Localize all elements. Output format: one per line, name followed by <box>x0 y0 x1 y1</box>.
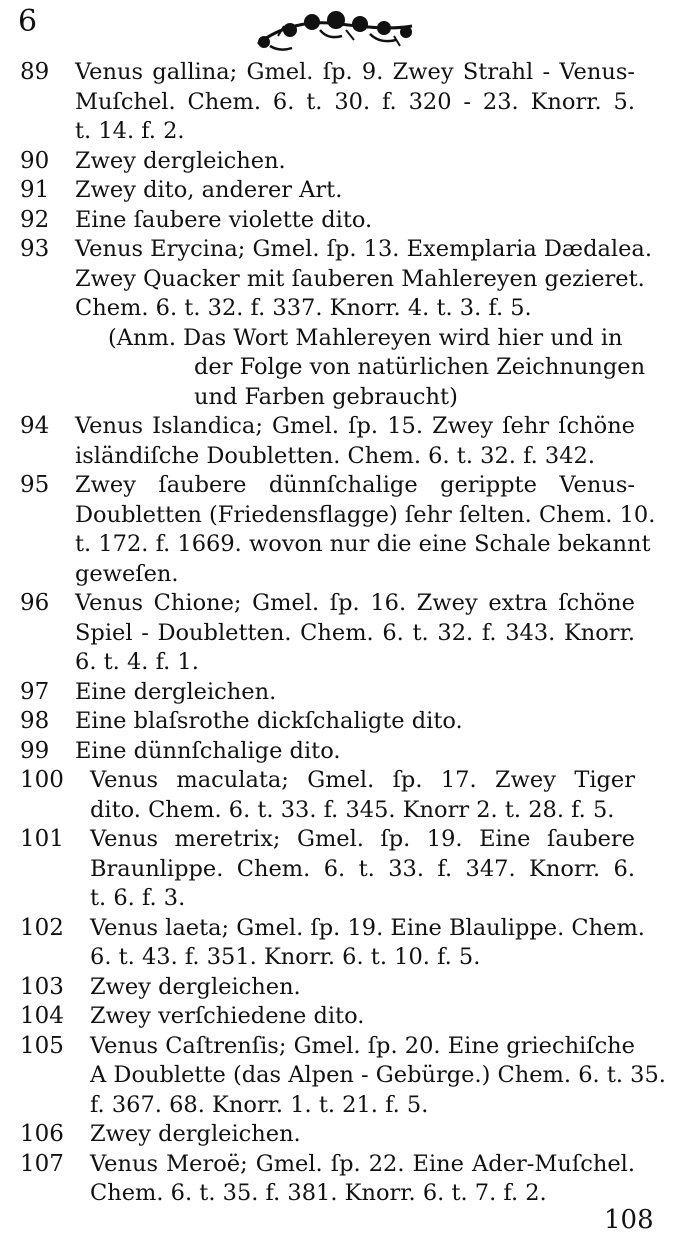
entry-line: A Doublette (das Alpen - Gebürge.) Chem. 6. t. 35. <box>90 1062 666 1088</box>
entry-line: Doubletten (Friedensflagge) ſehr ſelten. Chem. 10. <box>75 501 656 528</box>
entry-line: t. 172. f. 1669. wovon nur die eine Schale bekannt <box>75 531 651 557</box>
catalogue-entry <box>0 825 677 914</box>
entry-line: Spiel - Doubletten. Chem. 6. t. 32. f. 343. Knorr. <box>75 619 635 646</box>
entry-line: Venus Erycina; Gmel. ſp. 13. Exemplaria Dædalea. <box>75 236 652 262</box>
entry-number: 104 <box>20 1003 64 1029</box>
entry-line: dito. Chem. 6. t. 33. f. 345. Knorr 2. t. 28. f. 5. <box>90 796 615 823</box>
entry-line: Eine ſaubere violette dito. <box>75 206 373 233</box>
catalogue-entry <box>0 973 677 1003</box>
catalogue-entry <box>0 235 677 412</box>
entry-line: Venus Islandica; Gmel. ſp. 15. Zwey ſehr ſchöne <box>75 413 635 439</box>
entry-line: Eine dergleichen. <box>75 678 277 705</box>
entry-line: t. 6. f. 3. <box>90 885 186 911</box>
entry-line: Venus maculata; Gmel. ſp. 17. Zwey Tiger <box>90 767 635 793</box>
entry-line: 6. t. 4. f. 1. <box>75 649 199 675</box>
entry-line: Venus meretrix; Gmel. ſp. 19. Eine ſaubere <box>90 826 635 852</box>
catalogue-entry <box>0 766 677 825</box>
entry-line: 6. t. 43. f. 351. Knorr. 6. t. 10. f. 5. <box>90 944 481 970</box>
catalogue-entry <box>0 1150 677 1209</box>
entry-number: 107 <box>20 1150 64 1177</box>
entry-line: Venus laeta; Gmel. ſp. 19. Eine Blaulippe. Chem. <box>90 914 645 941</box>
entry-number: 90 <box>20 147 50 174</box>
entry-number: 102 <box>20 914 64 941</box>
entry-number: 96 <box>20 590 50 616</box>
catalogue-entry <box>0 412 677 471</box>
entry-line: Eine dünnſchalige dito. <box>75 737 341 764</box>
entry-number: 92 <box>20 206 50 233</box>
entry-number: 94 <box>20 413 50 439</box>
entry-line: Venus gallina; Gmel. ſp. 9. Zwey Strahl - Venus- <box>75 59 635 85</box>
entry-number: 95 <box>20 472 50 498</box>
page-number: 6 <box>18 4 38 39</box>
entry-line: Venus Meroë; Gmel. ſp. 22. Eine Ader-Muſchel. <box>90 1150 635 1177</box>
catalogue-entry <box>0 147 677 177</box>
entry-line: Zwey dergleichen. <box>90 973 301 1000</box>
entry-number: 100 <box>20 767 64 793</box>
floral-vignette-icon <box>250 6 420 54</box>
catalogue-entry <box>0 58 677 147</box>
catalogue-entry <box>0 914 677 973</box>
entry-number: 93 <box>20 236 50 262</box>
entry-line: Eine blaſsrothe dickſchaligte dito. <box>75 708 463 734</box>
entry-line: isländiſche Doubletten. Chem. 6. t. 32. f. 342. <box>75 442 596 469</box>
annotation-line: und Farben gebraucht) <box>194 383 458 410</box>
entry-number: 106 <box>20 1121 64 1147</box>
catalogue-entry <box>0 707 677 737</box>
entry-line: t. 14. f. 2. <box>75 118 185 144</box>
catalogue-entry <box>0 1002 677 1032</box>
entry-line: Zwey dergleichen. <box>75 147 286 174</box>
catalogue-entry <box>0 1120 677 1150</box>
catalogue-entry <box>0 737 677 767</box>
entry-line: Muſchel. Chem. 6. t. 30. f. 320 - 23. Knorr. 5. <box>75 88 635 115</box>
entry-number: 89 <box>20 59 50 85</box>
entry-number: 103 <box>20 973 64 1000</box>
entry-line: Zwey verſchiedene dito. <box>90 1003 365 1029</box>
annotation-line: (Anm. Das Wort Mahlereyen wird hier und in <box>108 324 623 351</box>
entry-number: 91 <box>20 177 50 203</box>
entry-line: Venus Chione; Gmel. ſp. 16. Zwey extra ſchöne <box>75 590 635 616</box>
entry-number: 97 <box>20 678 50 705</box>
entry-line: Zwey Quacker mit ſauberen Mahlereyen gezieret. <box>75 265 645 292</box>
catalogue-entry <box>0 176 677 206</box>
catalogue-entries <box>0 58 677 1209</box>
catalogue-entry <box>0 678 677 708</box>
entry-line: Zwey dito, anderer Art. <box>75 177 343 203</box>
catalogue-entry <box>0 471 677 589</box>
annotation-line: der Folge von natürlichen Zeichnungen <box>194 354 646 380</box>
entry-number: 105 <box>20 1032 64 1059</box>
entry-number: 99 <box>20 737 50 764</box>
entry-line: Chem. 6. t. 35. f. 381. Knorr. 6. t. 7. f. 2. <box>90 1180 547 1206</box>
entry-number: 101 <box>20 826 64 852</box>
entry-line: Zwey ſaubere dünnſchalige gerippte Venus- <box>75 472 635 498</box>
catalogue-entry <box>0 589 677 678</box>
catalogue-entry <box>0 1032 677 1121</box>
entry-line: geweſen. <box>75 560 179 587</box>
entry-line: f. 367. 68. Knorr. 1. t. 21. f. 5. <box>90 1091 429 1118</box>
entry-line: Venus Caſtrenſis; Gmel. ſp. 20. Eine griechiſche <box>90 1032 635 1059</box>
catchword: 108 <box>604 1205 654 1235</box>
catalogue-entry <box>0 206 677 236</box>
entry-line: Chem. 6. t. 32. f. 337. Knorr. 4. t. 3. f. 5. <box>75 295 532 321</box>
entry-number: 98 <box>20 708 50 734</box>
entry-line: Zwey dergleichen. <box>90 1121 301 1147</box>
entry-line: Braunlippe. Chem. 6. t. 33. f. 347. Knorr. 6. <box>90 855 635 882</box>
